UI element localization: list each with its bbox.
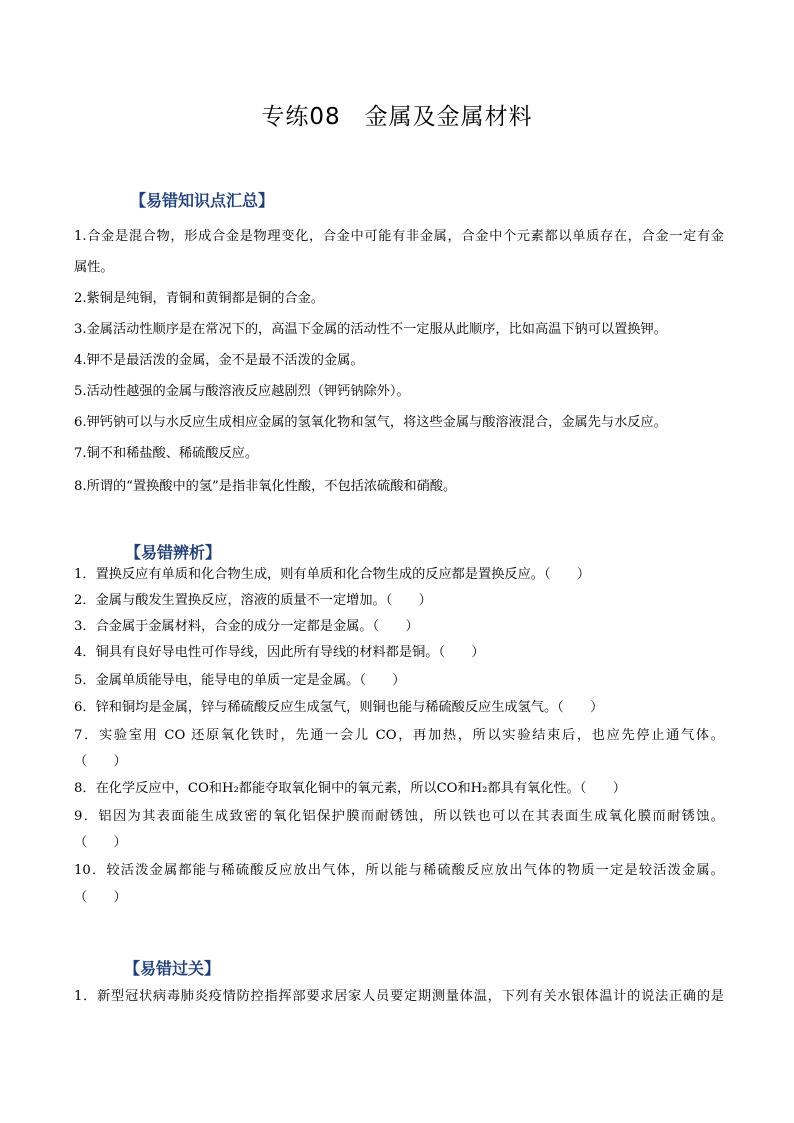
page-title: 专练08 金属及金属材料: [261, 104, 533, 130]
knowledge-item-7: 7.铜不和稀盐酸、稀硫酸反应。: [74, 446, 259, 461]
analysis-item-3: 3．合金属于金属材料，合金的成分一定都是金属。（ ）: [74, 619, 419, 634]
knowledge-item-6: 6.钾钙钠可以与水反应生成相应金属的氢氧化物和氢气，将这些金属与酸溶液混合，金属先与水反应。: [74, 415, 667, 430]
analysis-item-7-blank: （ ）: [74, 754, 127, 769]
knowledge-item-2: 2.紫铜是纯铜，青铜和黄铜都是铜的合金。: [74, 291, 324, 306]
section-heading-analysis: 【易错辨析】: [125, 543, 222, 562]
analysis-item-5: 5．金属单质能导电，能导电的单质一定是金属。（ ）: [74, 673, 406, 688]
practice-item-1: 1．新型冠状病毒肺炎疫情防控指挥部要求居家人员要定期测量体温，下列有关水银体温计的说法正确的是: [74, 989, 724, 1004]
knowledge-item-1-cont: 属性。: [74, 260, 114, 275]
analysis-item-10-blank: （ ）: [74, 890, 127, 905]
section-heading-knowledge: 【易错知识点汇总】: [130, 191, 275, 210]
analysis-item-1: 1．置换反应有单质和化合物生成，则有单质和化合物生成的反应都是置换反应。（ ）: [74, 567, 591, 582]
analysis-item-4: 4．铜具有良好导电性可作导线，因此所有导线的材料都是铜。（ ）: [74, 645, 485, 660]
knowledge-item-3: 3.金属活动性顺序是在常况下的，高温下金属的活动性不一定服从此顺序，比如高温下钠可以置换钾。: [74, 322, 667, 337]
knowledge-item-5: 5.活动性越强的金属与酸溶液反应越剧烈（钾钙钠除外）。: [74, 384, 410, 399]
analysis-item-9: 9．铝因为其表面能生成致密的氧化铝保护膜而耐锈蚀，所以铁也可以在其表面生成氧化膜而耐锈蚀。: [74, 809, 724, 824]
analysis-item-9-blank: （ ）: [74, 835, 127, 850]
section-heading-practice: 【易错过关】: [124, 959, 221, 978]
knowledge-item-4: 4.钾不是最活泼的金属，金不是最不活泼的金属。: [74, 353, 364, 368]
analysis-item-6: 6．锌和铜均是金属，锌与稀硫酸反应生成氢气，则铜也能与稀硫酸反应生成氢气。（ ）: [74, 700, 604, 715]
knowledge-item-1: 1.合金是混合物，形成合金是物理变化，合金中可能有非金属，合金中个元素都以单质存在，合金一定有金: [74, 229, 724, 244]
analysis-item-7: 7．实验室用 CO 还原氧化铁时，先通一会儿 CO，再加热，所以实验结束后，也应先停止通气体。: [74, 728, 724, 743]
analysis-item-10: 10．较活泼金属都能与稀硫酸反应放出气体，所以能与稀硫酸反应放出气体的物质一定是较活泼金属。: [74, 863, 724, 878]
analysis-item-2: 2．金属与酸发生置换反应，溶液的质量不一定增加。（ ）: [74, 593, 432, 608]
analysis-item-8: 8．在化学反应中，CO和H₂都能夺取氧化铜中的氧元素，所以CO和H₂都具有氧化性。（ ）: [74, 781, 626, 796]
knowledge-item-8: 8.所谓的“置换酸中的氢”是指非氧化性酸，不包括浓硫酸和硝酸。: [74, 479, 457, 494]
